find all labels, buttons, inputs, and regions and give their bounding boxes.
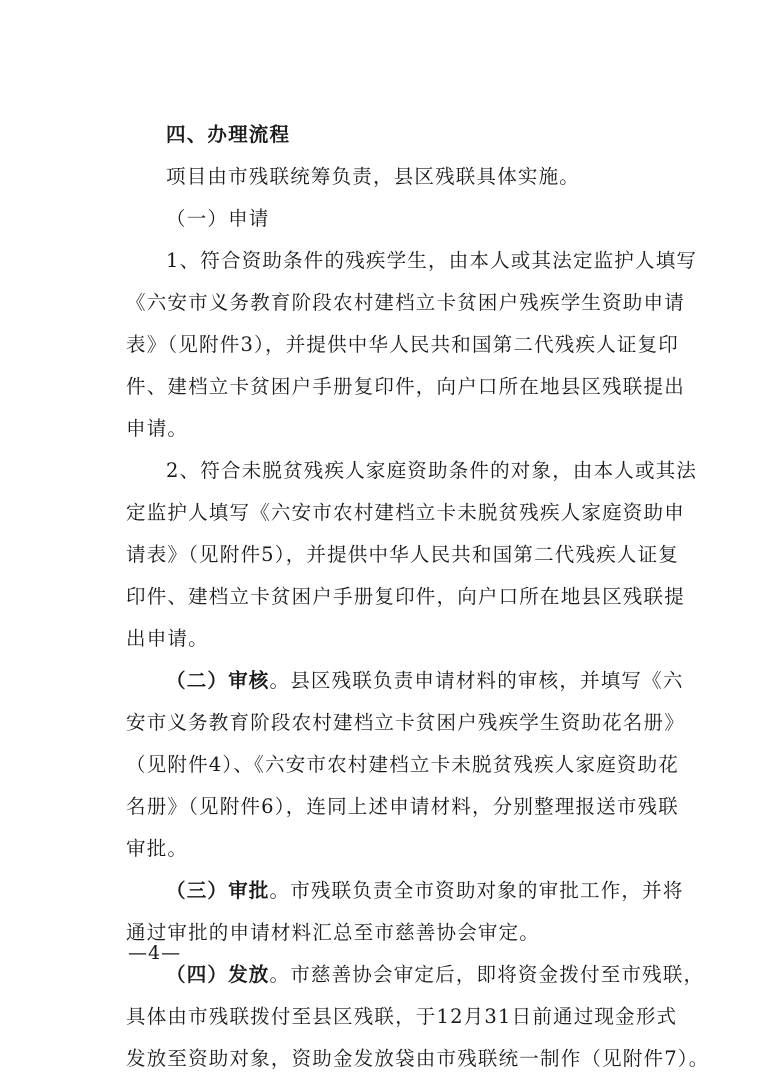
- text-line: [126, 660, 684, 702]
- subsection-distribution-label: （四）发放: [166, 963, 270, 986]
- text-line: 《六安市义务教育阶段农村建档立卡贫困户残疾学生资助申请: [126, 291, 685, 314]
- text-line: 审批。: [126, 837, 189, 860]
- text-line: 安市义务教育阶段农村建档立卡贫困户残疾学生资助花名册》: [126, 711, 685, 734]
- paragraph-distribution: [126, 954, 710, 1080]
- text-line: 2、符合未脱贫残疾人家庭资助条件的对象，由本人或其法: [166, 459, 698, 482]
- text-line: 请表》（见附件5），并提供中华人民共和国第二代残疾人证复: [126, 543, 680, 566]
- text-line: 申请。: [126, 417, 189, 440]
- text-line: （见附件4）、《六安市农村建档立卡未脱贫残疾人家庭资助花: [126, 753, 680, 776]
- distribution-text: 。市慈善协会审定后，即将资金拨付至市残联，: [269, 963, 705, 986]
- paragraph-student-application: [126, 240, 698, 450]
- text-line: 印件、建档立卡贫困户手册复印件，向户口所在地县区残联提: [126, 585, 685, 608]
- paragraph-approval: [126, 870, 684, 954]
- text-line: 定监护人填写《六安市农村建档立卡未脱贫残疾人家庭资助申: [126, 501, 685, 524]
- review-text: 。县区残联负责申请材料的审核，并填写《六: [269, 669, 684, 692]
- text-line: 具体由市残联拨付至县区残联，于12月31日前通过现金形式: [126, 1005, 678, 1028]
- subsection-review-label: （二）审核: [166, 669, 270, 692]
- paragraph-review: [126, 660, 685, 870]
- page-number: —4—: [128, 942, 182, 964]
- text-line: 出申请。: [126, 627, 209, 650]
- intro-paragraph: 项目由市残联统筹负责，县区残联具体实施。: [166, 165, 581, 188]
- subsection-apply-title: （一）申请: [166, 207, 270, 230]
- section-heading: 四、办理流程: [166, 123, 291, 146]
- text-line: 通过审批的申请材料汇总至市慈善协会审定。: [126, 921, 541, 944]
- text-line: 表》（见附件3），并提供中华人民共和国第二代残疾人证复印: [126, 333, 680, 356]
- text-line: 发放至资助对象，资助金发放袋由市残联统一制作（见附件7）。: [126, 1047, 710, 1070]
- text-line: 件、建档立卡贫困户手册复印件，向户口所在地县区残联提出: [126, 375, 685, 398]
- subsection-approval-label: （三）审批: [166, 879, 270, 902]
- text-line: [126, 870, 684, 912]
- text-line: [126, 954, 705, 996]
- text-line: 名册》（见附件6），连同上述申请材料，分别整理报送市残联: [126, 795, 680, 818]
- paragraph-family-application: [126, 450, 698, 660]
- text-line: 1、符合资助条件的残疾学生，由本人或其法定监护人填写: [166, 249, 698, 272]
- approval-text: 。市残联负责全市资助对象的审批工作，并将: [269, 879, 684, 902]
- document-body: [126, 114, 710, 1080]
